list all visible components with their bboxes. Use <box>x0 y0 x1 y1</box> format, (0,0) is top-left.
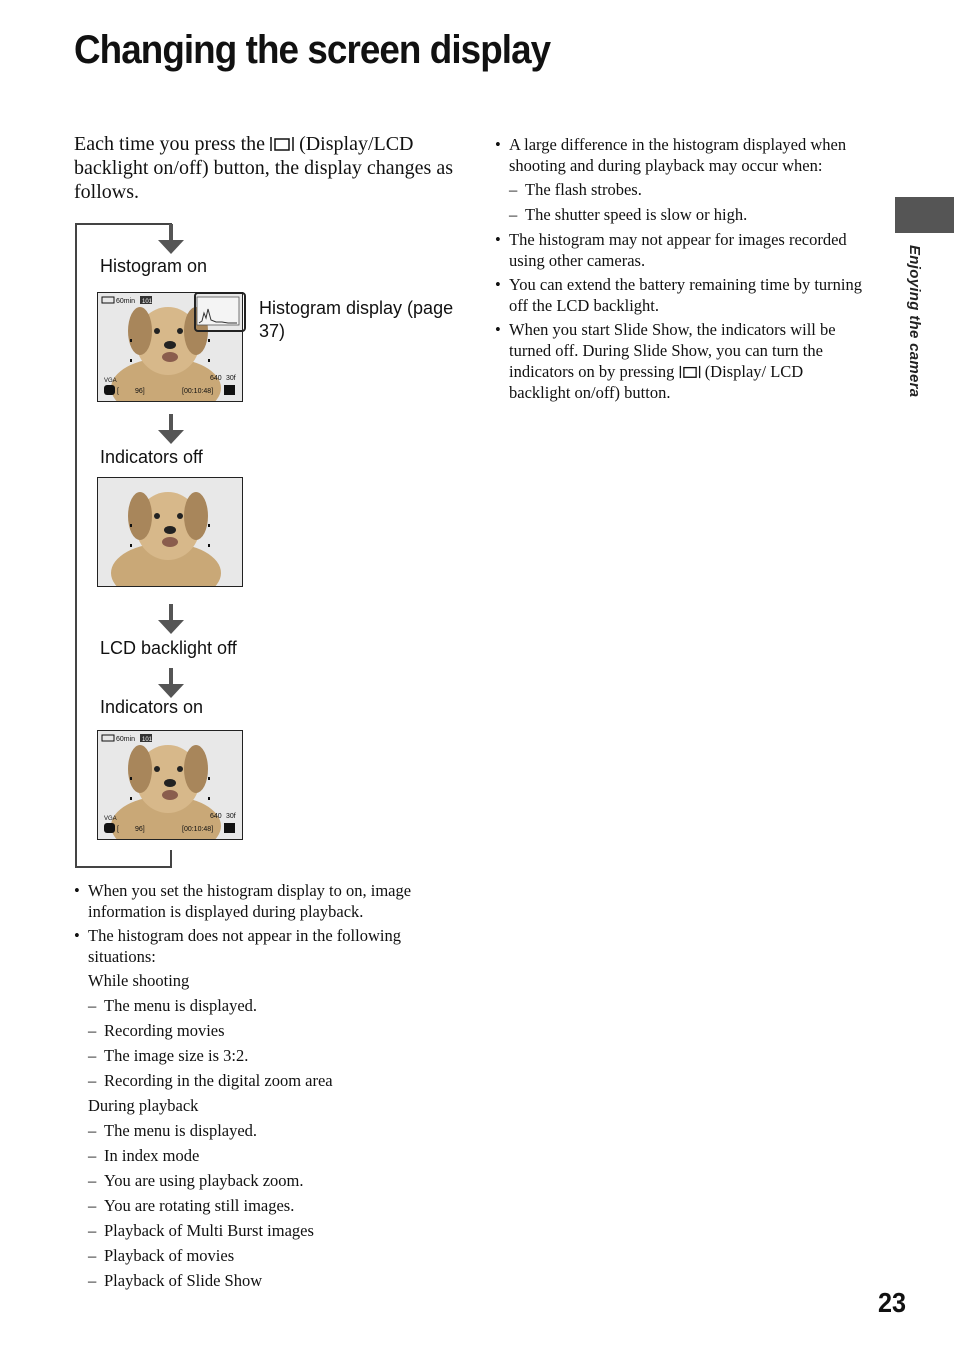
playback-item: Playback of movies <box>104 1246 235 1265</box>
intro-paragraph <box>74 132 454 204</box>
bullet-mark: • <box>495 320 501 339</box>
playback-item: You are using playback zoom. <box>104 1171 304 1190</box>
note-histogram-difference: A large difference in the histogram displayed when shooting and during playback may occur when: <box>509 135 847 175</box>
section-side-label: Enjoying the camera <box>906 245 923 398</box>
osd-quality: 30f <box>226 375 236 382</box>
list-item <box>509 204 865 225</box>
osd-vga: VGA <box>104 378 117 384</box>
list-item <box>88 1220 454 1241</box>
dash-mark: – <box>88 1046 97 1065</box>
list-item <box>495 134 865 176</box>
condition-item: The flash strobes. <box>525 180 642 199</box>
osd-folder: 101 <box>142 737 153 743</box>
list-item <box>495 229 865 271</box>
dash-mark: – <box>88 1021 97 1040</box>
bullet-mark: • <box>74 926 80 945</box>
osd-bracket: [ <box>117 388 119 395</box>
note-histogram-not-appear: The histogram does not appear in the following situations: <box>88 926 401 966</box>
osd-folder: 101 <box>142 299 153 305</box>
list-item <box>88 1270 454 1291</box>
flow-step-histogram-on: Histogram on <box>100 256 208 276</box>
histogram-callout: Histogram display (page 37) <box>259 298 454 341</box>
dash-mark: – <box>88 996 97 1015</box>
arrow-down-icon <box>158 604 184 634</box>
list-item <box>88 1145 454 1166</box>
osd-size: 640 <box>210 813 222 820</box>
osd-time: [00:10:48] <box>182 826 214 833</box>
list-item <box>88 1170 454 1191</box>
while-shooting-heading: While shooting <box>88 971 190 990</box>
side-tab-marker <box>895 197 954 233</box>
note-slideshow-before: When you start Slide Show, the indicators will be turned off. During Slide Show, you can turn the indicators on by pressing <box>509 320 836 381</box>
list-item <box>509 179 865 200</box>
bullet-mark: • <box>495 230 501 249</box>
dash-mark: – <box>88 1146 97 1165</box>
list-item <box>74 880 454 922</box>
flow-step-indicators-off: Indicators off <box>100 447 203 467</box>
bullet-mark: • <box>74 881 80 900</box>
dash-mark: – <box>88 1271 97 1290</box>
difference-conditions <box>495 179 865 225</box>
playback-item: You are rotating still images. <box>104 1196 295 1215</box>
dash-mark: – <box>509 205 518 224</box>
dash-mark: – <box>88 1221 97 1240</box>
note-slideshow-after: (Display/ LCD backlight on/off) button. <box>509 362 804 402</box>
screen-indicators-on <box>97 730 243 840</box>
flow-line-left <box>75 223 77 868</box>
page-title: Changing the screen display <box>74 28 551 72</box>
playback-item: In index mode <box>104 1146 200 1165</box>
list-item <box>88 1120 454 1141</box>
intro-text-before: Each time you press the <box>74 133 266 155</box>
histogram-highlight-box <box>194 292 246 332</box>
flow-line-bottom <box>75 866 172 868</box>
situations-list <box>74 970 454 1291</box>
list-item <box>495 274 865 316</box>
list-item <box>495 319 865 403</box>
display-lcd-button-icon <box>679 363 701 377</box>
osd-bracket: [ <box>117 826 119 833</box>
osd-battery: 60min <box>116 736 136 743</box>
flow-step-indicators-on: Indicators on <box>100 697 204 717</box>
list-item <box>74 925 454 967</box>
note-battery: You can extend the battery remaining time by turning off the LCD backlight. <box>509 275 862 315</box>
right-notes <box>495 134 865 406</box>
dash-mark: – <box>88 1121 97 1140</box>
list-item <box>88 1070 454 1091</box>
display-lcd-button-icon <box>270 134 294 150</box>
playback-item: Playback of Slide Show <box>104 1271 263 1290</box>
osd-battery: 60min <box>116 298 136 305</box>
bullet-mark: • <box>495 135 501 154</box>
playback-item: The menu is displayed. <box>104 1121 258 1140</box>
dash-mark: – <box>88 1196 97 1215</box>
shooting-item: Recording in the digital zoom area <box>104 1071 333 1090</box>
arrow-down-icon <box>158 224 184 254</box>
dash-mark: – <box>88 1246 97 1265</box>
osd-remaining: 96] <box>135 826 145 833</box>
page-number: 23 <box>878 1287 907 1318</box>
screen-indicators-off <box>97 477 243 587</box>
note-other-cameras: The histogram may not appear for images recorded using other cameras. <box>509 230 847 270</box>
shooting-item: The menu is displayed. <box>104 996 258 1015</box>
shooting-item: Recording movies <box>104 1021 225 1040</box>
dash-mark: – <box>88 1071 97 1090</box>
left-notes <box>74 880 454 1295</box>
osd-time: [00:10:48] <box>182 388 214 395</box>
condition-item: The shutter speed is slow or high. <box>525 205 748 224</box>
list-item <box>88 1045 454 1066</box>
osd-remaining: 96] <box>135 388 145 395</box>
flow-line-bottom-up <box>170 850 172 868</box>
intro-text-after: (Display/LCD backlight on/off) button, the display changes as follows. <box>74 133 453 203</box>
flow-step-lcd-backlight-off: LCD backlight off <box>100 638 237 658</box>
dash-mark: – <box>88 1171 97 1190</box>
list-item <box>88 1020 454 1041</box>
list-item <box>88 995 454 1016</box>
note-histogram-info: When you set the histogram display to on, image information is displayed during playback. <box>88 881 412 921</box>
during-playback-heading: During playback <box>88 1096 199 1115</box>
playback-item: Playback of Multi Burst images <box>104 1221 314 1240</box>
osd-vga: VGA <box>104 816 117 822</box>
arrow-down-icon <box>158 414 184 444</box>
bullet-mark: • <box>495 275 501 294</box>
list-item <box>88 1245 454 1266</box>
osd-size: 640 <box>210 375 222 382</box>
osd-quality: 30f <box>226 813 236 820</box>
list-item <box>88 1195 454 1216</box>
shooting-item: The image size is 3:2. <box>104 1046 249 1065</box>
dash-mark: – <box>509 180 518 199</box>
arrow-down-icon <box>158 668 184 698</box>
